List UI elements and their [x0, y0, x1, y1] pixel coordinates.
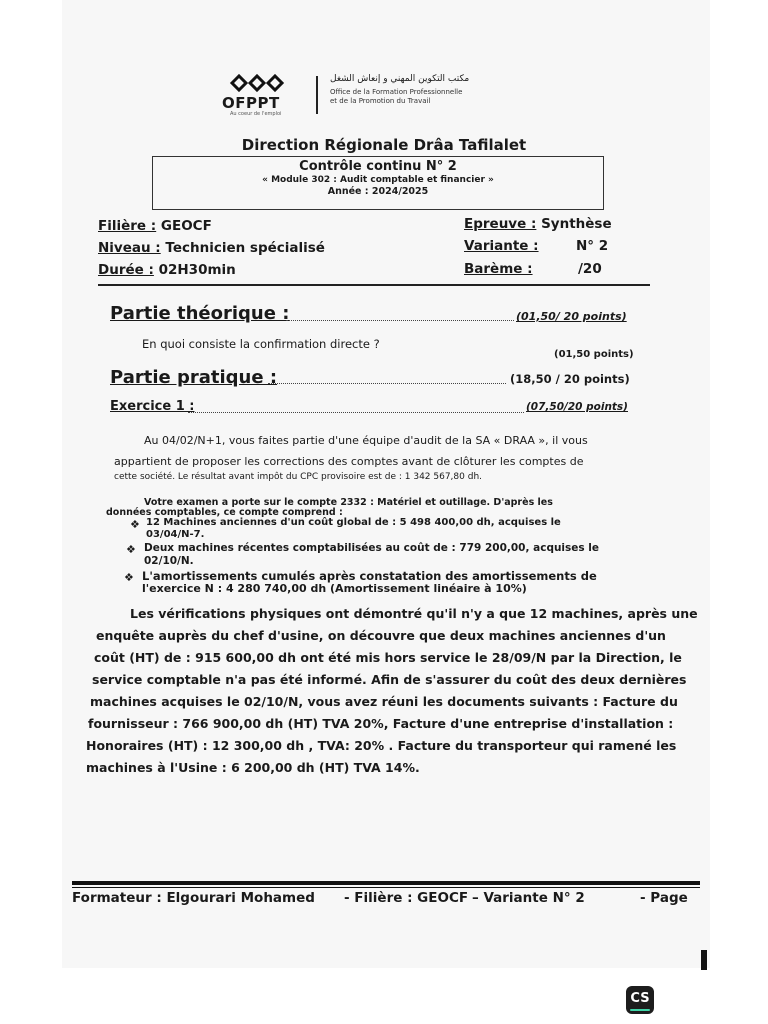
paragraph-line: fournisseur : 766 900,00 dh (HT) TVA 20%, Facture d'une entreprise d'installation :	[88, 716, 674, 731]
bullet-line: l'exercice N : 4 280 740,00 dh (Amortissement linéaire à 10%)	[142, 582, 527, 595]
paragraph-line: machines à l'Usine : 6 200,00 dh (HT) TVA 14%.	[86, 760, 420, 775]
paragraph-line: service comptable n'a pas été informé. Afin de s'assurer du coût des deux dernières	[92, 672, 687, 687]
niveau-label: Niveau :	[98, 240, 161, 256]
bullet-line: Deux machines récentes comptabilisées au coût de : 779 200,00, acquises le	[144, 542, 600, 554]
exam-title-box	[152, 156, 604, 210]
niveau-info	[98, 240, 325, 256]
duree-value: 02H30min	[158, 262, 236, 278]
paragraph-line: coût (HT) de : 915 600,00 dh ont été mis hors service le 28/09/N par la Direction, le	[94, 650, 682, 665]
footer-filiere: - Filière : GEOCF	[344, 890, 469, 906]
diamond-bullet-icon: ❖	[130, 518, 140, 531]
variante-value: N° 2	[576, 238, 609, 254]
theorique-points: (01,50/ 20 points)	[516, 310, 627, 323]
partie-pratique-title: Partie pratique :	[110, 367, 278, 388]
footer-rule	[72, 887, 700, 888]
exam-line: données comptables, ce compte comprend :	[106, 507, 343, 518]
header-divider	[98, 284, 650, 286]
dotted-leader	[268, 383, 506, 384]
dotted-leader	[286, 320, 514, 321]
bareme-label-wrap	[464, 261, 533, 277]
office-name-fr-line1: Office de la Formation Professionnelle	[330, 88, 463, 96]
variante-label-wrap	[464, 238, 539, 254]
bullet-line: L'amortissements cumulés après constatation des amortissements de	[142, 569, 597, 583]
intro-line: cette société. Le résultat avant impôt du CPC provisoire est de : 1 342 567,80 dh.	[114, 472, 483, 482]
diamond-bullet-icon: ❖	[126, 543, 136, 556]
niveau-value: Technicien spécialisé	[165, 240, 325, 256]
partie-theorique-title: Partie théorique :	[110, 303, 290, 324]
filiere-value: GEOCF	[160, 218, 212, 234]
bullet-line: 02/10/N.	[144, 555, 194, 567]
exam-line: Votre examen a porte sur le compte 2332 : Matériel et outillage. D'après les	[144, 497, 553, 508]
footer-rule	[72, 881, 700, 885]
bareme-label: Barème :	[464, 261, 533, 277]
office-name-arabic: مكتب التكوين المهني و إنعاش الشغل	[330, 74, 470, 84]
paragraph-line: Honoraires (HT) : 12 300,00 dh , TVA: 20% . Facture du transporteur qui ramené les	[86, 738, 677, 753]
duree-label: Durée :	[98, 262, 154, 278]
direction-title: Direction Régionale Drâa Tafilalet	[241, 136, 527, 154]
intro-line: appartient de proposer les corrections des comptes avant de clôturer les comptes de	[114, 455, 584, 468]
intro-line: Au 04/02/N+1, vous faites partie d'une équipe d'audit de la SA « DRAA », il vous	[144, 434, 588, 447]
ofppt-logo	[222, 72, 542, 118]
module-title: « Module 302 : Audit comptable et financier »	[262, 175, 494, 185]
bareme-value: /20	[578, 261, 602, 277]
pratique-points: (18,50 / 20 points)	[510, 372, 630, 386]
dotted-leader	[188, 412, 524, 413]
filiere-label: Filière :	[98, 218, 157, 234]
duree-info	[98, 262, 236, 278]
diamond-bullet-icon: ❖	[124, 571, 134, 584]
question-points: (01,50 points)	[554, 349, 634, 360]
academic-year: Année : 2024/2025	[327, 186, 429, 197]
footer-page: - Page	[640, 890, 688, 906]
filiere-info	[98, 218, 212, 234]
camscanner-badge-icon: CS	[626, 986, 654, 1014]
logo-tagline: Au coeur de l'emploi	[230, 111, 282, 117]
office-name-fr-line2: et de la Promotion du Travail	[330, 97, 431, 105]
logo-separator	[316, 76, 318, 114]
epreuve-value: Synthèse	[541, 216, 612, 232]
theorique-question: En quoi consiste la confirmation directe ?	[142, 337, 380, 351]
bullet-line: 12 Machines anciennes d'un coût global de : 5 498 400,00 dh, acquises le	[146, 517, 561, 528]
paragraph-line: machines acquises le 02/10/N, vous avez réuni les documents suivants : Facture du	[90, 694, 678, 709]
exercice-points: (07,50/20 points)	[526, 401, 628, 413]
epreuve-info	[464, 216, 612, 232]
footer-formateur: Formateur : Elgourari Mohamed	[72, 890, 315, 906]
controle-title: Contrôle continu N° 2	[299, 159, 457, 174]
bullet-line: 03/04/N-7.	[146, 529, 205, 540]
exercice-title: Exercice 1 :	[110, 399, 195, 414]
epreuve-label: Epreuve :	[464, 216, 537, 232]
logo-text: OFPPT	[222, 94, 280, 112]
paragraph-line: enquête auprès du chef d'usine, on découvre que deux machines anciennes d'un	[96, 628, 666, 643]
page-edge-mark	[701, 950, 707, 970]
footer-variante: – Variante N° 2	[472, 890, 585, 906]
paragraph-line: Les vérifications physiques ont démontré qu'il n'y a que 12 machines, après une	[130, 606, 698, 621]
variante-label: Variante :	[464, 238, 539, 254]
ofppt-emblem-icon	[228, 72, 286, 94]
